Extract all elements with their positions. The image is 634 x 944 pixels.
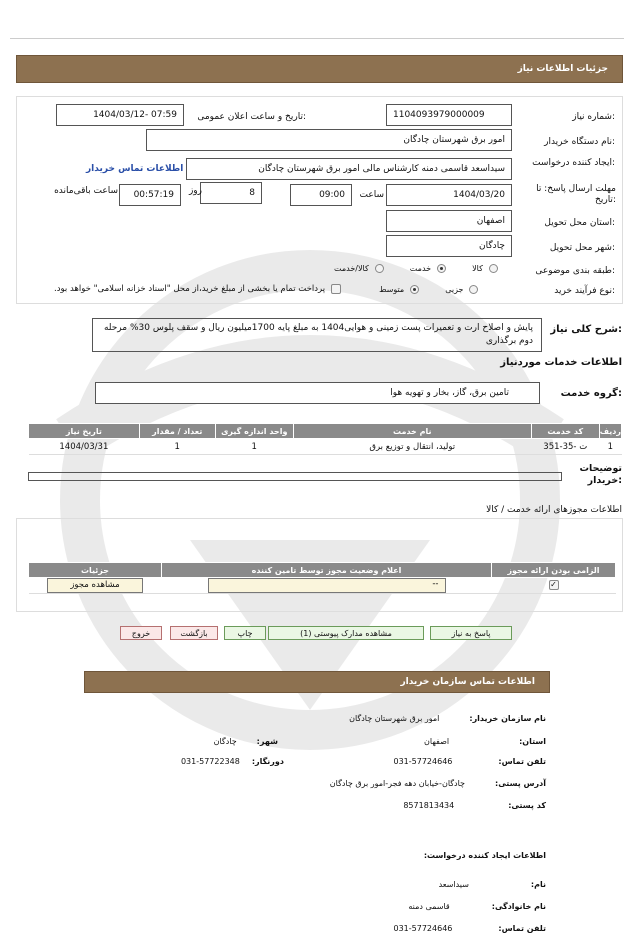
province-field: اصفهان [386,210,512,232]
reply-button[interactable]: پاسخ به نیاز [430,626,512,640]
announce-label: تاریخ و ساعت اعلان عمومی: [197,112,306,122]
col-permit-required: الزامی بودن ارائه مجوز [492,563,616,578]
col-unit: واحد اندازه گیری [215,424,293,439]
process-options: جزیی متوسط پرداخت تمام یا بخشی از مبلغ خرید،از محل "اسناد خزانه اسلامی" خواهد بود. [54,284,478,294]
category-label: طبقه بندی موضوعی: [535,266,615,276]
contact-fax-row: دورنگار: 031-57722348 [180,757,284,766]
attachments-button[interactable]: مشاهده مدارک پیوستی (1) [268,626,424,640]
table-row [29,578,616,594]
print-button[interactable]: چاپ [224,626,266,640]
services-table [28,423,622,455]
announce-field: 1404/03/12- 07:59 [56,104,184,126]
contact-province-row: استان: اصفهان [424,737,546,746]
exit-button[interactable]: خروج [120,626,162,640]
top-divider [10,38,624,39]
process-label: نوع فرآیند خرید: [554,286,615,296]
deadline-time-field: 09:00 [290,184,352,206]
treasury-checkbox[interactable] [331,284,341,294]
creator-family-row: نام خانوادگی: قاسمی دمنه [408,902,546,911]
day-label: روز [188,186,202,196]
need-number-label: شماره نیاز: [572,112,615,122]
permit-required-checkbox: ✓ [550,580,557,590]
creator-label: ایجاد کننده درخواست: [532,158,615,168]
back-button[interactable]: بازگشت [170,626,218,640]
creator-phone-row: تلفن تماس: 031-57724646 [393,924,546,933]
buyer-notes-box [28,472,562,481]
buyer-contact-link[interactable]: اطلاعات تماس خریدار [86,164,184,174]
buyer-notes-label: توضیحات خریدار: [579,463,622,486]
creator-field: سیداسعد قاسمی دمنه کارشناس مالی امور برق شهرستان چادگان [186,158,512,180]
need-number-field: 1104093979000009 [386,104,512,126]
remaining-label: ساعت باقی‌مانده [54,186,118,196]
deadline-label: مهلت ارسال پاسخ: تا تاریخ: [536,184,616,205]
permits-title: اطلاعات مجوزهای ارائه خدمت / کالا [486,505,622,515]
category-radio-service[interactable] [437,264,446,273]
page-header [16,55,623,83]
summary-box: پایش و اصلاح ارت و تعمیرات پست زمینی و هوایی1404 به مبلغ پایه 1700میلیون ریال و سقف پلوس 30% مرحله دوم برگذاری [92,318,542,352]
page-title: جزئیات اطلاعات نیاز [517,64,608,74]
col-qty: تعداد / مقدار [139,424,215,439]
service-group-label: گروه خدمت: [560,388,622,399]
services-section-title: اطلاعات خدمات موردنیاز [500,357,622,368]
process-radio-medium[interactable] [410,285,419,294]
contact-phone-row: تلفن تماس: 031-57724646 [393,757,546,766]
buyer-org-label: نام دستگاه خریدار: [544,137,615,147]
city-field: چادگان [386,235,512,257]
col-name: نام خدمت [293,424,531,439]
col-permit-status: اعلام وضعیت مجوز توسط تامین کننده [162,563,492,578]
contact-address-row: آدرس پستی: چادگان-خیابان دهه فجر-امور برق چادگان [329,779,546,788]
contact-postal-row: کد پستی: 8571813434 [403,801,546,810]
process-radio-minor[interactable] [469,285,478,294]
creator-info-title: اطلاعات ایجاد کننده درخواست: [423,851,546,860]
service-group-field: تامین برق، گاز، بخار و تهویه هوا [95,382,540,404]
col-code: کد خدمت [531,424,599,439]
permits-table [28,562,616,594]
days-field: 8 [200,182,262,204]
view-permit-button[interactable]: مشاهده مجوز [47,578,143,593]
permit-status-field: -- [208,578,446,593]
table-row: 1 ت -35-351 تولید، انتقال و توزیع برق 1 1 1404/03/31 [29,439,622,455]
col-date: تاریخ نیاز [29,424,140,439]
contact-org-row: نام سازمان خریدار: امور برق شهرستان چادگان [349,714,546,723]
col-permit-details: جزئیات [29,563,162,578]
remaining-time-field: 00:57:19 [119,184,181,206]
category-radio-both[interactable] [375,264,384,273]
deadline-date-field: 1404/03/20 [386,184,512,206]
creator-name-row: نام: سیداسعد [438,880,546,889]
province-label: استان محل تحویل: [544,218,615,228]
city-label: شهر محل تحویل: [549,243,615,253]
summary-label: شرح کلی نیاز: [550,324,622,335]
buyer-org-field: امور برق شهرستان چادگان [146,129,512,151]
category-options: کالا خدمت کالا/خدمت [334,264,498,273]
time-label: ساعت [359,190,384,200]
col-row: ردیف [599,424,621,439]
contact-header [84,671,550,693]
contact-city-row: شهر: چادگان [213,737,278,746]
contact-title: اطلاعات تماس سازمان خریدار [400,677,535,687]
category-radio-goods[interactable] [489,264,498,273]
